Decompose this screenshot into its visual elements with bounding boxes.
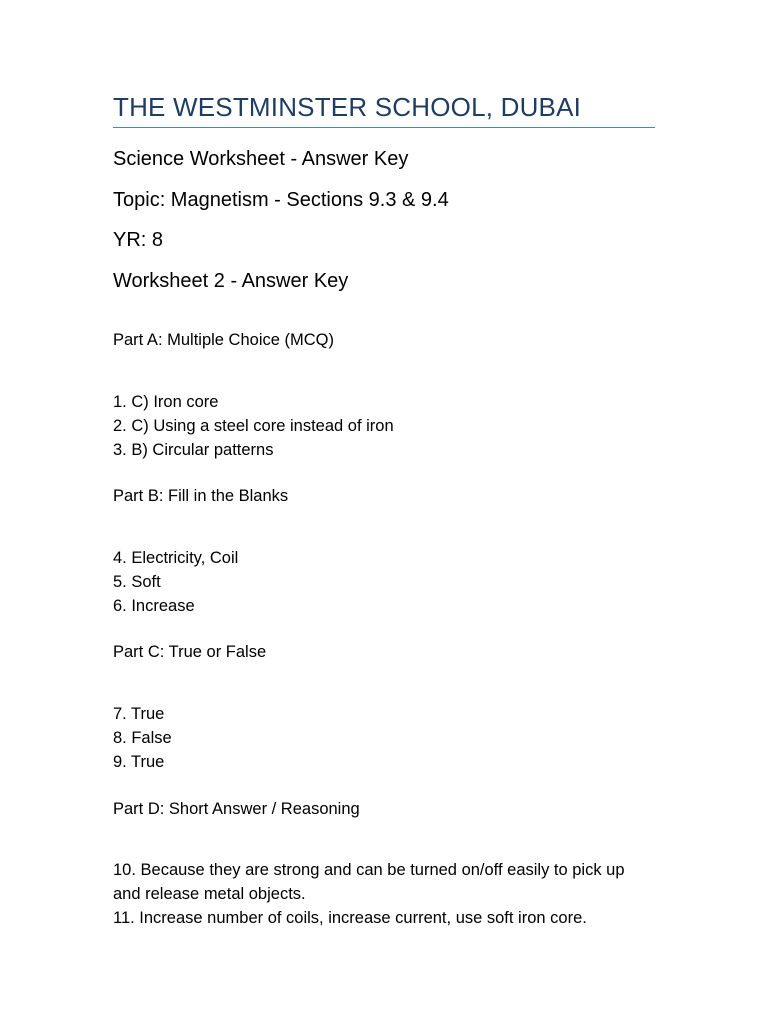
answer-item: 5. Soft: [113, 573, 161, 591]
part-b-label: Part B: Fill in the Blanks: [113, 487, 289, 505]
answer-item: 11. Increase number of coils, increase current, use soft iron core.: [113, 909, 587, 927]
answer-item: 9. True: [113, 753, 165, 771]
answer-item: 4. Electricity, Coil: [113, 549, 239, 567]
worksheet-title: Science Worksheet - Answer Key: [113, 148, 409, 170]
school-title: THE WESTMINSTER SCHOOL, DUBAI: [113, 92, 582, 122]
answer-item: 8. False: [113, 729, 172, 747]
answer-item: 6. Increase: [113, 597, 195, 615]
year-line: YR: 8: [113, 229, 164, 251]
answer-item: 10. Because they are strong and can be turned on/off easily to pick up and release metal objects.: [113, 861, 625, 903]
part-c-label: Part C: True or False: [113, 643, 267, 661]
part-a-label: Part A: Multiple Choice (MCQ): [113, 331, 334, 349]
answer-item: 2. C) Using a steel core instead of iron: [113, 417, 394, 435]
topic-line: Topic: Magnetism - Sections 9.3 & 9.4: [113, 189, 449, 211]
part-d-label: Part D: Short Answer / Reasoning: [113, 800, 360, 818]
part-c-answers: [113, 702, 172, 774]
part-a-answers: [113, 390, 394, 462]
answer-item: 1. C) Iron core: [113, 393, 219, 411]
answer-item: 3. B) Circular patterns: [113, 441, 274, 459]
part-d-answers: [113, 858, 643, 930]
answer-item: 7. True: [113, 705, 165, 723]
worksheet-number: Worksheet 2 - Answer Key: [113, 270, 349, 292]
part-b-answers: [113, 546, 238, 618]
title-divider: [113, 127, 655, 128]
